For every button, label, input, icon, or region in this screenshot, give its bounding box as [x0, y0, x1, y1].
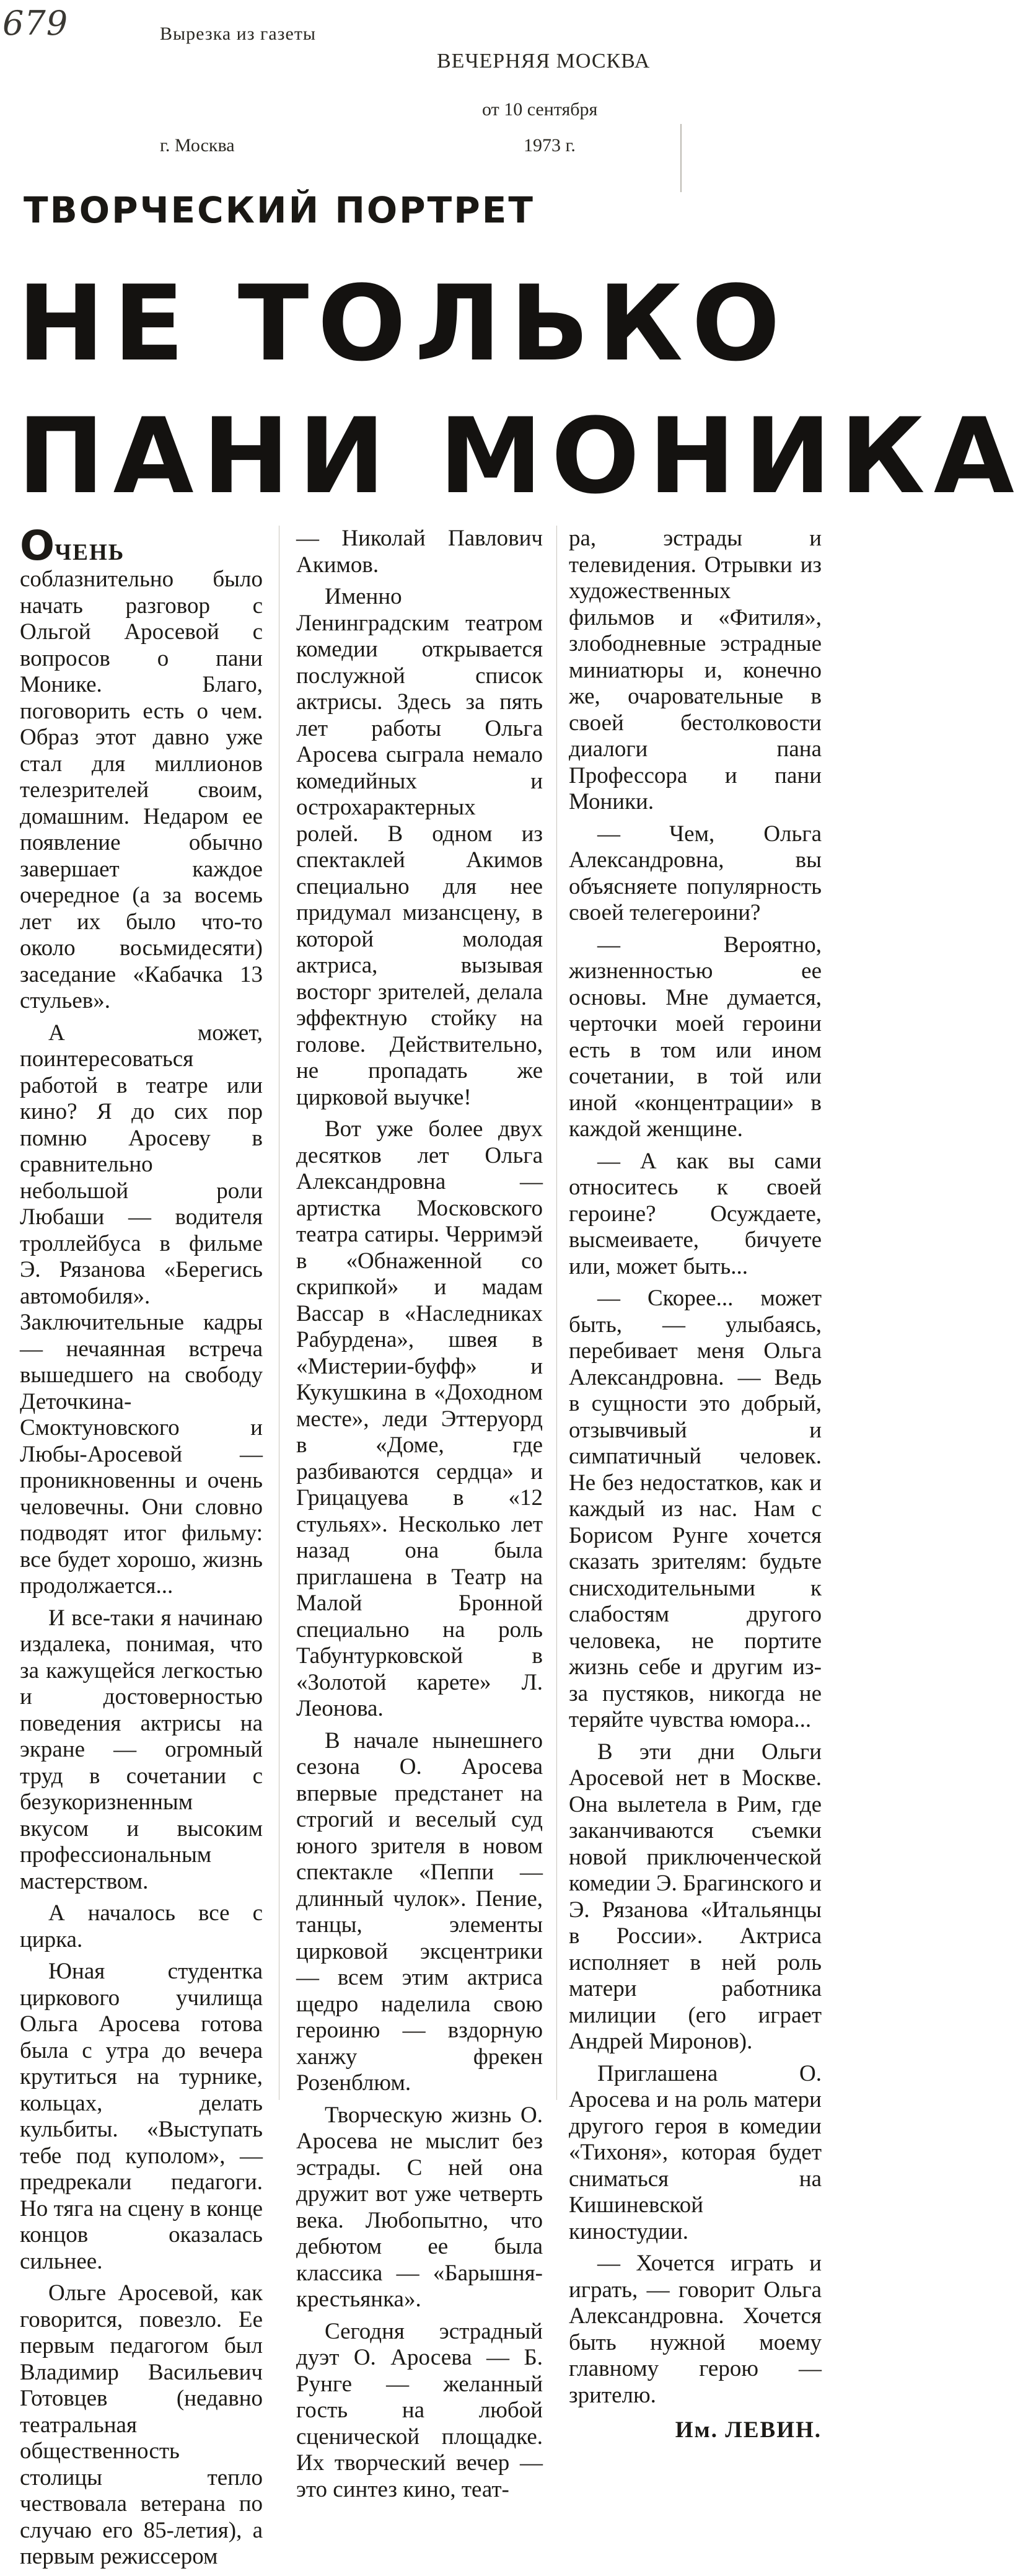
paragraph: А началось все с цирка.	[20, 1900, 263, 1952]
headline-line-2: ПАНИ МОНИКА	[17, 395, 1023, 517]
article-column-2	[296, 526, 543, 2508]
paragraph: В эти дни Ольги Аросевой нет в Москве. Она вылетела в Рим, где заканчиваются съемки новой приключенческой комедии Э. Брагинского и Э. Рязанова «Итальянцы в России». Актриса исполняет в ней роль матери работника милиции (его играет Андрей Миронов).	[569, 1739, 822, 2054]
column-divider	[556, 526, 557, 2100]
paragraph: Юная студентка циркового училища Ольга Аросева готова была с утра до вечера крутиться на турнике, кольцах, делать кульбиты. «Выступать тебе под куполом», — предрекали педагоги. Но тяга на сцену в конце концов оказалась сильнее.	[20, 1959, 263, 2274]
newspaper-name: ВЕЧЕРНЯЯ МОСКВА	[437, 50, 651, 73]
lead-word: ЧЕНЬ	[55, 540, 125, 565]
paragraph: — Вероятно, жизненностью ее основы. Мне думается, черточки моей героини есть в том или ином сочетании, в той или иной «концентрации» в каждой женщине.	[569, 932, 822, 1142]
paragraph: Именно Ленинградским театром комедии открывается послужной список актрисы. Здесь за пять лет работы Ольга Аросева сыграла немало комедийных и острохарактерных ролей. В одном из спектаклей Акимов специально для нее придумал мизансцену, в которой молодая актриса, вызывая восторг зрителей, делала эффектную стойку на голове. Действительно, не пропадать же цирковой выучке!	[296, 584, 543, 1110]
section-rubric: ТВОРЧЕСКИЙ ПОРТРЕТ	[24, 189, 535, 231]
paragraph-text: соблазнительно было начать разговор с Ольгой Аросевой с вопросов о пани Монике. Благо, поговорить есть о чем. Образ этот давно уже стал для миллионов телезрителей своим, домашним. Недаром ее появление обычно завершает каждое очередное (а за восемь лет их было что-то около восьмидесяти) заседание «Кабачка 13 стульев».	[20, 567, 263, 1013]
paragraph: Вот уже более двух десятков лет Ольга Александровна — артистка Московского театра сатиры. Черримэй в «Обнаженной со скрипкой» и мадам Вассар в «Наследниках Рабурдена», швея в «Мистерии-буфф» и Кукушкина в «Доходном месте», леди Эттеруорд в «Доме, где разбиваются сердца» и Грицацуева в «12 стульях». Несколько лет назад она была приглашена в Театр на Малой Бронной специально на роль Табунтурковской в «Золотой карете» Л. Леонова.	[296, 1116, 543, 1721]
issue-year: 1973 г.	[524, 135, 576, 156]
paragraph: — Чем, Ольга Александровна, вы объясняете популярность своей телегероини?	[569, 821, 822, 925]
article-column-1	[20, 522, 263, 2576]
paragraph: И все-таки я начинаю издалека, понимая, что за кажущейся легкостью и достоверностью поведения актрисы на экране — огромный труд в сочетании с безукоризненным вкусом и высоким профессиональным мастерством.	[20, 1605, 263, 1894]
drop-cap: О	[20, 522, 55, 570]
paragraph: — Скорее... может быть, — улыбаясь, перебивает меня Ольга Александровна. — Ведь в сущности это добрый, отзывчивый и симпатичный человек. Не без недостатков, как и каждый из нас. Нам с Борисом Рунге хочется сказать зрителям: будьте снисходительными к слабостям другого человека, не портите жизнь себе и другим из-за пустяков, никогда не теряйте чувства юмора...	[569, 1286, 822, 1732]
paragraph: — А как вы сами относитесь к своей героине? Осуждаете, высмеиваете, бичуете или, может быть...	[569, 1148, 822, 1279]
paragraph: Ольге Аросевой, как говорится, повезло. Ее первым педагогом был Владимир Васильевич Готовцев (недавно театральная общественность столицы тепло чествовала ветерана по случаю его 85-летия), а первым режиссером	[20, 2280, 263, 2569]
headline-line-1: НЕ ТОЛЬКО	[17, 263, 789, 384]
paragraph: — Николай Павлович Акимов.	[296, 526, 543, 578]
paragraph: — Хочется играть и играть, — говорит Ольга Александровна. Хочется быть нужной моему главному герою — зрителю.	[569, 2251, 822, 2408]
clipping-edge	[680, 124, 682, 192]
paragraph: Сегодня эстрадный дуэт О. Аросева — Б. Рунге — желанный гость на любой сценической площадке. Их творческий вечер — это синтез кино, теат-	[296, 2318, 543, 2502]
paragraph: Творческую жизнь О. Аросева не мыслит без эстрады. С ней она дружит вот уже четверть века. Любопытно, что дебютом ее была классика — «Барышня-крестьянка».	[296, 2102, 543, 2312]
article-column-3	[569, 526, 822, 2450]
handwritten-archive-number: 679	[2, 4, 69, 43]
author-signature: Им. ЛЕВИН.	[675, 2417, 822, 2443]
paragraph: А может, поинтересоваться работой в театре или кино? Я до сих пор помню Аросеву в сравнительно небольшой роли Любаши — водителя троллейбуса в фильме Э. Рязанова «Берегись автомобиля». Заключительные кадры — нечаянная встреча вышедшего на свободу Деточкина-Смоктуновского и Любы-Аросевой — проникновенны и очень человечны. Они словно подводят итог фильму: все будет хорошо, жизнь продолжается...	[20, 1020, 263, 1599]
paragraph: ра, эстрады и телевидения. Отрывки из художественных фильмов и «Фитиля», злободневные эстрадные миниатюры и, конечно же, очаровательные в своей бестолковости диалоги пана Профессора и пани Моники.	[569, 526, 822, 814]
clipping-source-label: Вырезка из газеты	[160, 24, 317, 44]
paragraph: В начале нынешнего сезона О. Аросева впервые предстанет на строгий и веселый суд юного зрителя в новом спектакле «Пеппи — длинный чулок». Пение, танцы, элементы цирковой эксцентрики — всем этим актриса щедро наделила свою героиню — вздорную ханжу фрекен Розенблюм.	[296, 1727, 543, 2096]
issue-date: от 10 сентября	[482, 99, 598, 120]
paragraph: Приглашена О. Аросева и на роль матери другого героя в комедии «Тихоня», которая будет сниматься на Кишиневской киностудии.	[569, 2060, 822, 2244]
city: г. Москва	[160, 135, 235, 156]
paragraph	[20, 522, 263, 1015]
